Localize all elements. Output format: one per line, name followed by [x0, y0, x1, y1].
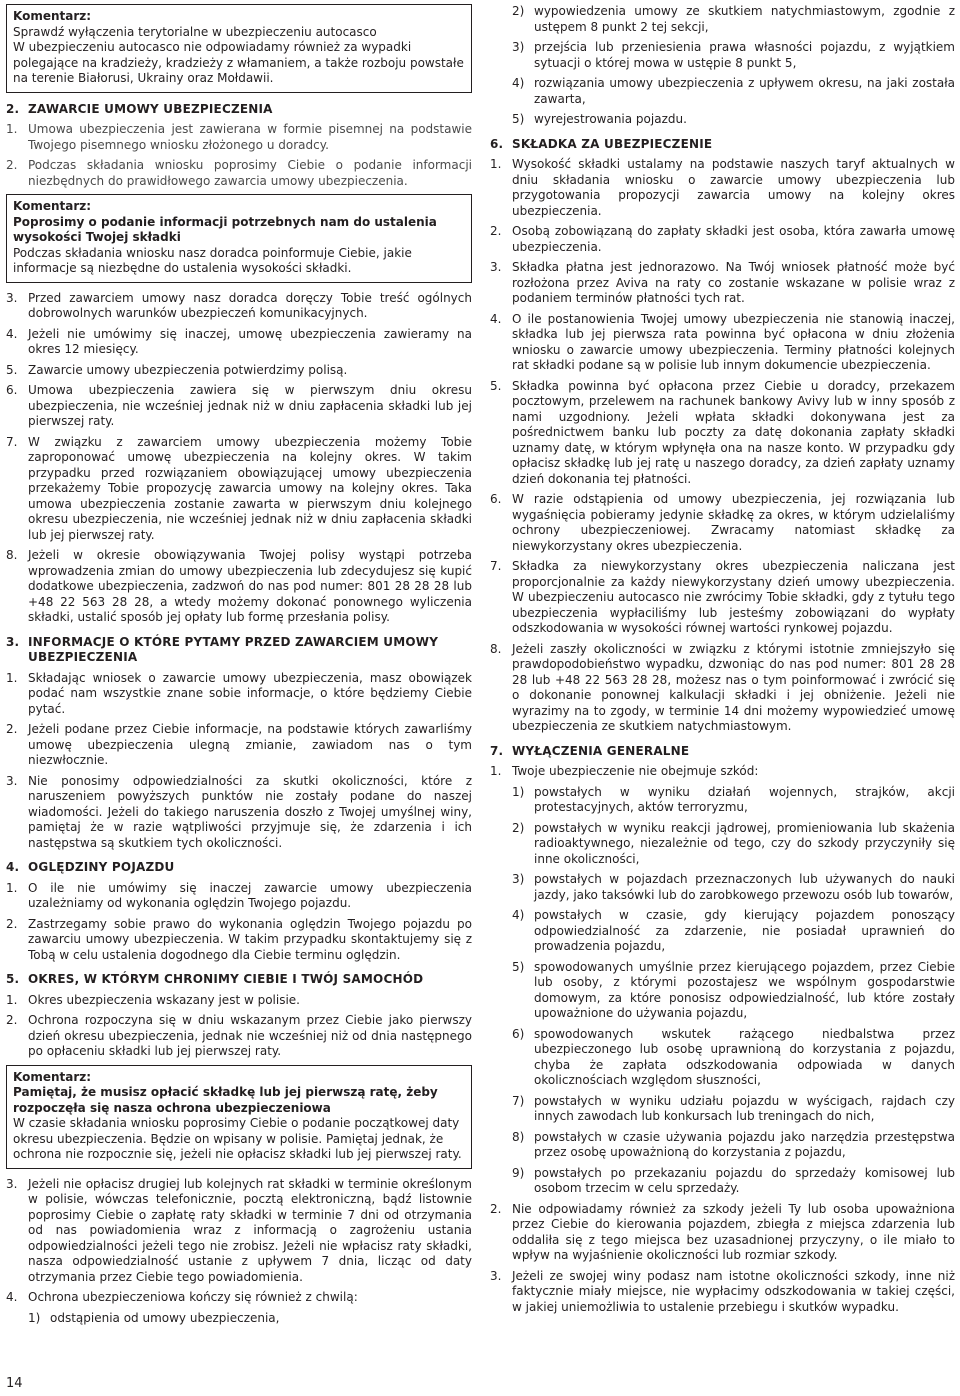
sub-item: 1) powstałych w wyniku działań wojennych, strajków, akcji protestacyjnych, aktów terroryzmu,	[512, 784, 955, 814]
sub-item: 3) przejścia lub przeniesienia prawa własności pojazdu, z wyjątkiem sytuacji o której mowa w ustępie 8 punkt 5,	[512, 40, 955, 70]
comment-title: Sprawdź wyłączenia terytorialne w ubezpieczeniu autocasco	[13, 24, 377, 39]
section-3-heading: 3. INFORMACJE O KTÓRE PYTAMY PRZED ZAWARCIEM UMOWY UBEZPIECZENIA	[6, 634, 439, 664]
section-2-heading: 2. ZAWARCIE UMOWY UBEZPIECZENIA	[6, 101, 273, 116]
paragraph: 3. Składka płatna jest jednorazowo. Na Twój wniosek płatność może być rozłożona przez Aviva na raty co zostanie wskazane w polisie wraz z podaniem terminów płatności tych rat.	[490, 260, 955, 305]
comment-heading: Komentarz:	[13, 199, 92, 213]
left-column	[6, 4, 472, 1331]
paragraph: 3. Jeżeli nie opłacisz drugiej lub kolejnych rat składki w terminie określonym w polisie, wówczas telefonicznie, pocztą elektroniczną, bądź listownie poprosimy Ciebie o zapłatę raty składki w terminie 7 dni od otrzymania od nas powiadomienia wraz z informacją o zagrożeniu ustania odpowiedzialności jeżeli tego nie zrobisz. Jeżeli nie wpłacisz raty składki, nasza odpowiedzialność ustanie z upływem 7 dnia, licząc od daty otrzymania przez Ciebie tego powiadomienia.	[6, 1176, 472, 1284]
sub-item: 9) powstałych po przekazaniu pojazdu do sprzedaży komisowej lub osobom trzecim w celu sprzedaży.	[512, 1165, 955, 1195]
paragraph: 2. Nie odpowiadamy również za szkody jeżeli Ty lub osoba upoważniona przez Ciebie do kierowania pojazdem, zbiegła z miejsca zdarzenia lub oddaliła się z tego miejsca bez uzasadnionej przyczyny, o ile miało to wpływ na wyjaśnienie okoliczności lub rozmiar szkody.	[490, 1201, 955, 1262]
paragraph: 2. Zastrzegamy sobie prawo do wykonania oględzin Twojego pojazdu po zawarciu umowy ubezpieczenia. W takim przypadku skontaktujemy się z Tobą w celu ustalenia dogodnego dla Ciebie terminu oględzin.	[6, 916, 472, 962]
sub-item: 3) powstałych w pojazdach przeznaczonych lub używanych do nauki jazdy, jako taksówki lub do zarobkowego przewozu osób lub towarów,	[512, 872, 955, 902]
paragraph: 2. Osobą zobowiązaną do zapłaty składki jest osoba, która zawarła umowę ubezpieczenia.	[490, 224, 955, 254]
paragraph: 5. Składka powinna być opłacona przez Ciebie u doradcy, przekazem pocztowym, przelewem na rachunek bankowy Avivy lub w inny sposób z nami uzgodniony. Jeżeli wpłata składki dokonywana jest za pośrednictwem banku lub poczty za datę dokonania zapłaty składki uznamy datę, w którym wpłynęła ona na nasze konto. W przypadku gdy opłacisz składkę lub jej ratę u naszego doradcy, za dzień zapłaty uznamy dzień dokonania tej płatności.	[490, 378, 955, 486]
paragraph: 7. Składka za niewykorzystany okres ubezpieczenia naliczana jest proporcjonalnie za każdy niewykorzystany dzień umowy ubezpieczenia. W ubezpieczeniu autocasco nie zwrócimy Tobie składki, gdy z tytułu tego ubezpieczenia wypłaciliśmy lub jesteśmy zobowiązani do wypłaty odszkodowania w wysokości równej wartości rynkowej pojazdu.	[490, 559, 955, 635]
comment-text: W ubezpieczeniu autocasco nie odpowiadamy również za wypadki polegające na kradzieży, kradzieży z włamaniem, a także rozboju powstałe na terenie Białorusi, Ukrainy oraz Mołdawii.	[13, 40, 464, 85]
paragraph: 8. Jeżeli zaszły okoliczności w związku z którymi istotnie zmniejszyło się prawdopodobieństwo wypadku, dzwoniąc do nas pod numer: 801 28 28 28 lub +48 22 563 28 28, możesz nas o tym poinformować i zwrócić się o dokonanie ponownej kalkulacji składki i jej obniżenie. Jeżeli nie wyrazimy na to zgody, w terminie 14 dni możemy wypowiedzieć umowę ubezpieczenia ze skutkiem natychmiastowym.	[490, 641, 955, 733]
sub-item: 6) spowodowanych wskutek rażącego niedbalstwa przez ubezpieczonego lub osobę uprawnioną do korzystania z pojazdu, chyba że zapłata odszkodowania odpowiada w danych okolicznościach względom słuszności,	[512, 1026, 955, 1087]
paragraph: 3. Nie ponosimy odpowiedzialności za skutki okoliczności, które z naruszeniem powyższych punktów nie zostały podane do naszej wiadomości. Jeżeli do takiego naruszenia doszło z Twojej umyślnej winy, pamiętaj że w razie wątpliwości przyjmuje się, że zdarzenia i ich następstwa są skutkiem tych okoliczności.	[6, 773, 472, 850]
section-7-heading: 7. WYŁĄCZENIA GENERALNE	[490, 743, 690, 758]
paragraph: 3. Jeżeli ze swojej winy podasz nam istotne okoliczności szkody, inne niż faktycznie miały miejsce, nie wypłacimy odszkodowania w takiej części, w jakiej uniemożliwia to ustalenie przebiegu i skutków wypadku.	[490, 1268, 955, 1314]
paragraph: 3. Przed zawarciem umowy nasz doradca doręczy Tobie treść ogólnych dobrowolnych warunków ubezpieczeń komunikacyjnych.	[6, 290, 472, 320]
comment-heading: Komentarz:	[13, 9, 92, 23]
paragraph: 4. Jeżeli nie umówimy się inaczej, umowę ubezpieczenia zawieramy na okres 12 miesięcy.	[6, 326, 472, 356]
sub-item: 2) wypowiedzenia umowy ze skutkiem natychmiastowym, zgodnie z ustępem 8 punkt 2 tej sekcji,	[512, 4, 955, 34]
comment-heading: Komentarz:	[13, 1069, 92, 1084]
sub-item: 8) powstałych w czasie używania pojazdu jako narzędzia przestępstwa przez osobę upoważnioną do korzystania z pojazdu,	[512, 1129, 955, 1159]
comment-title: Pamiętaj, że musisz opłacić składkę lub jej pierwszą ratę, żeby rozpoczęła się nasza ochrona ubezpieczeniowa	[13, 1085, 438, 1115]
paragraph: 1. Wysokość składki ustalamy na podstawie naszych taryf aktualnych w dniu składania wniosku o zawarcie umowy ubezpieczenia lub przygotowania propozycji zawarcia umowy na kolejny okres ubezpieczenia.	[490, 157, 955, 218]
paragraph: 1. O ile nie umówimy się inaczej zawarcie umowy ubezpieczenia uzależniamy od wykonania oględzin Twojego pojazdu.	[6, 880, 472, 910]
section-4-heading: 4. OGLĘDZINY POJAZDU	[6, 860, 175, 874]
paragraph: 1. Okres ubezpieczenia wskazany jest w polisie.	[6, 992, 300, 1007]
section-5-heading: 5. OKRES, W KTÓRYM CHRONIMY CIEBIE I TWÓJ SAMOCHÓD	[6, 972, 424, 986]
paragraph: 2. Ochrona rozpoczyna się w dniu wskazanym przez Ciebie jako pierwszy dzień okresu ubezpieczenia, jednak nie wcześniej niż od dnia następnego po opłaceniu składki lub jej pierwszej raty.	[6, 1013, 472, 1058]
paragraph: 1. Składając wniosek o zawarcie umowy ubezpieczenia, masz obowiązek podać nam wszystkie znane sobie informacje, o które będziemy Ciebie pytać.	[6, 670, 472, 716]
sub-item: 1) odstąpienia od umowy ubezpieczenia,	[28, 1310, 280, 1325]
comment-box-territorial	[6, 4, 472, 93]
page-number: 14	[6, 1376, 23, 1391]
paragraph: 1. Umowa ubezpieczenia jest zawierana w formie pisemnej na podstawie Twojego pisemnego wniosku złożonego u doradcy.	[6, 122, 472, 152]
section-6-heading: 6. SKŁADKA ZA UBEZPIECZENIE	[490, 136, 713, 151]
sub-item: 4) rozwiązania umowy ubezpieczenia z upływem okresu, na jaki została zawarta,	[512, 76, 955, 106]
comment-text: Podczas składania wniosku nasz doradca poinformuje Ciebie, jakie informacje są niezbędne do ustalenia wysokości składki.	[13, 245, 412, 275]
paragraph: 5. Zawarcie umowy ubezpieczenia potwierdzimy polisą.	[6, 362, 348, 377]
sub-item: 2) powstałych w wyniku reakcji jądrowej, promieniowania lub skażenia radioaktywnego, niezależnie od tego, czy do szkody przyczyniły się inne okoliczności,	[512, 820, 955, 866]
sub-item: 5) wyrejestrowania pojazdu.	[512, 112, 687, 126]
paragraph: 8. Jeżeli w okresie obowiązywania Twojej polisy wystąpi potrzeba wprowadzenia zmian do umowy ubezpieczenia lub zdecydujesz się kupić dodatkowe ubezpieczenia, zadzwoń do nas pod numer: 801 28 28 28 lub +48 22 563 28 28, a wtedy możemy dokonać ponownego wyliczenia składki, ustalić sposób jej opłaty lub formę przesłania polisy.	[6, 548, 472, 624]
comment-box-premium-info	[6, 194, 472, 283]
comment-box-first-installment	[6, 1065, 472, 1169]
paragraph: 4. Ochrona ubezpieczeniowa kończy się również z chwilą:	[6, 1290, 358, 1304]
paragraph: 6. Umowa ubezpieczenia zawiera się w pierwszym dniu okresu ubezpieczenia, nie wcześniej jednak niż w dniu zapłacenia składki lub jej pierwszej raty.	[6, 383, 472, 428]
comment-title: Poprosimy o podanie informacji potrzebnych nam do ustalenia wysokości Twojej składki	[13, 214, 437, 244]
paragraph: 2. Podczas składania wniosku poprosimy Ciebie o podanie informacji niezbędnych do prawidłowego zawarcia umowy ubezpieczenia.	[6, 158, 472, 188]
sub-item: 5) spowodowanych umyślnie przez kierującego pojazdem, przez Ciebie lub osoby, z którymi pozostajesz we wspólnym gospodarstwie domowym, za które ponosisz odpowiedzialność, lub które zostały upoważnione do używania pojazdu,	[512, 959, 955, 1020]
paragraph: 7. W związku z zawarciem umowy ubezpieczenia możemy Tobie zaproponować umowę ubezpieczenia na kolejny okres. W takim przypadku przed rozwiązaniem obowiązującej umowy ubezpieczenia przekażemy Tobie propozycję zawarcia umowy na kolejny okres. Taka umowa ubezpieczenia zostanie zawarta w pierwszym dniu kolejnego okresu ubezpieczenia, nie wcześniej jednak niż w dniu zapłacenia składki lub jej pierwszej raty.	[6, 434, 472, 542]
paragraph: 1. Twoje ubezpieczenie nie obejmuje szkód:	[490, 764, 759, 778]
sub-item: 7) powstałych w wyniku udziału pojazdu w wyścigach, rajdach czy innych zawodach lub konkursach lub treningach do nich,	[512, 1093, 955, 1123]
paragraph: 6. W razie odstąpienia od umowy ubezpieczenia, jej rozwiązania lub wygaśnięcia pobieramy jedynie składkę za okres, w którym udzielaliśmy ochrony ubezpieczeniowej. Zwracamy natomiast składkę za niewykorzystany okres ubezpieczenia.	[490, 492, 955, 553]
sub-item: 4) powstałych w czasie, gdy kierujący pojazdem ponoszący odpowiedzialność za zdarzenie, nie posiadał uprawnień do prowadzenia pojazdu,	[512, 908, 955, 953]
comment-text: W czasie składania wniosku poprosimy Ciebie o podanie początkowej daty okresu ubezpieczenia. Będzie on wpisany w polisie. Pamiętaj jednak, że ochrona nie rozpocznie się, jeżeli nie opłacisz składki lub jej pierwszej raty.	[13, 1116, 462, 1161]
paragraph: 2. Jeżeli podane przez Ciebie informacje, na podstawie których zawarliśmy umowę ubezpieczenia ulegną zmianie, zawiadom nas o tym niezwłocznie.	[6, 722, 472, 767]
paragraph: 4. O ile postanowienia Twojej umowy ubezpieczenia nie stanowią inaczej, składka lub jej pierwsza rata powinna być opłacona w dniu złożenia wniosku o zawarcie umowy ubezpieczenia. Terminy płatności kolejnych rat składki podane są w polisie lub innym dokumencie ubezpieczenia.	[490, 311, 955, 372]
right-column	[490, 4, 955, 1320]
